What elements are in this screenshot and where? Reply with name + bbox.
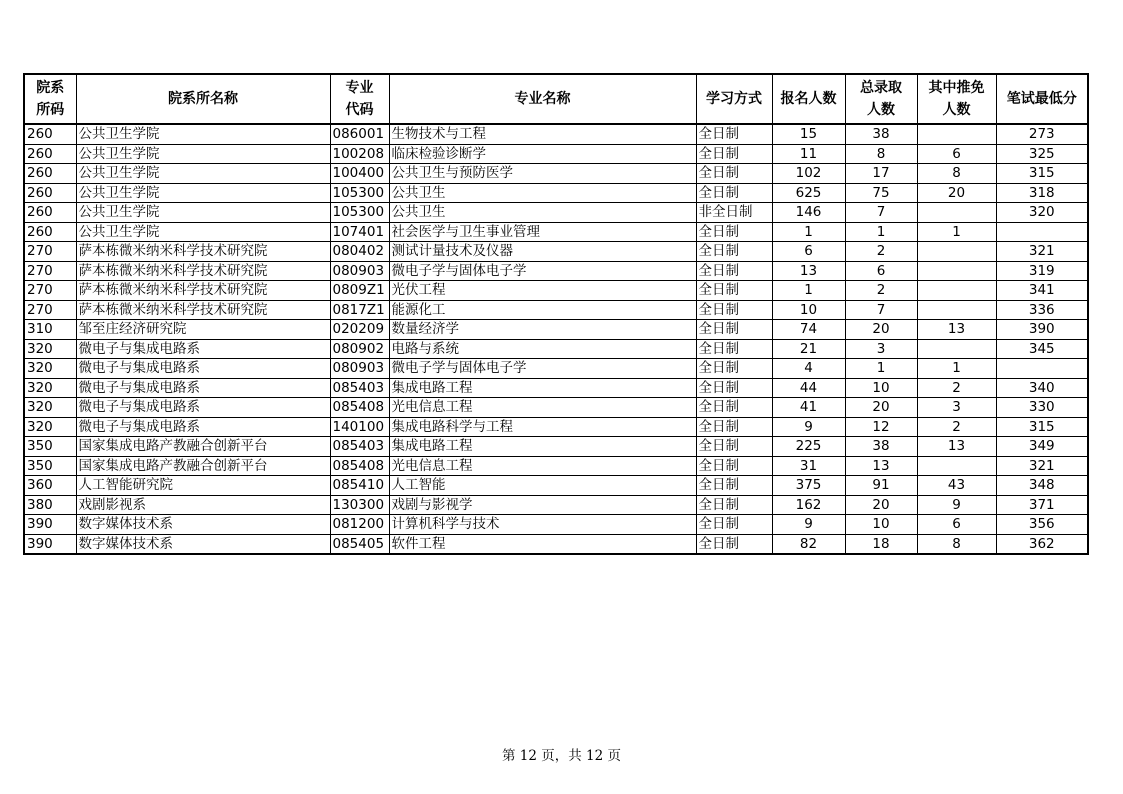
cell-mode: 全日制 <box>696 164 772 184</box>
cell-admitted: 2 <box>845 242 917 262</box>
cell-code: 260 <box>24 203 76 223</box>
cell-recommended: 43 <box>917 476 996 496</box>
cell-min-score: 273 <box>996 124 1088 144</box>
cell-name: 戏剧影视系 <box>76 495 330 515</box>
cell-applicants: 9 <box>772 417 845 437</box>
cell-major-name: 临床检验诊断学 <box>389 144 696 164</box>
cell-name: 数字媒体技术系 <box>76 515 330 535</box>
cell-recommended: 3 <box>917 398 996 418</box>
cell-major-name: 生物技术与工程 <box>389 124 696 144</box>
cell-major-code: 100400 <box>330 164 389 184</box>
cell-major-name: 戏剧与影视学 <box>389 495 696 515</box>
table-row <box>24 222 1088 242</box>
cell-min-score: 321 <box>996 242 1088 262</box>
cell-min-score: 371 <box>996 495 1088 515</box>
cell-applicants: 4 <box>772 359 845 379</box>
cell-name: 公共卫生学院 <box>76 144 330 164</box>
cell-admitted: 7 <box>845 203 917 223</box>
cell-min-score: 349 <box>996 437 1088 457</box>
cell-applicants: 82 <box>772 534 845 554</box>
cell-recommended: 13 <box>917 320 996 340</box>
cell-admitted: 13 <box>845 456 917 476</box>
cell-min-score: 340 <box>996 378 1088 398</box>
cell-major-code: 085408 <box>330 456 389 476</box>
cell-recommended <box>917 339 996 359</box>
cell-admitted: 10 <box>845 515 917 535</box>
cell-mode: 全日制 <box>696 320 772 340</box>
cell-admitted: 1 <box>845 222 917 242</box>
table-row <box>24 398 1088 418</box>
cell-min-score: 321 <box>996 456 1088 476</box>
cell-mode: 全日制 <box>696 437 772 457</box>
cell-applicants: 1 <box>772 222 845 242</box>
table-body <box>24 124 1088 554</box>
cell-major-code: 105300 <box>330 203 389 223</box>
cell-major-code: 080903 <box>330 261 389 281</box>
cell-recommended: 8 <box>917 534 996 554</box>
cell-mode: 全日制 <box>696 183 772 203</box>
cell-code: 270 <box>24 300 76 320</box>
cell-min-score: 330 <box>996 398 1088 418</box>
header-code: 院系所码 <box>24 74 76 124</box>
cell-major-code: 080402 <box>330 242 389 262</box>
cell-code: 320 <box>24 378 76 398</box>
header-applicants: 报名人数 <box>772 74 845 124</box>
cell-code: 380 <box>24 495 76 515</box>
cell-min-score: 315 <box>996 417 1088 437</box>
cell-name: 公共卫生学院 <box>76 222 330 242</box>
cell-applicants: 41 <box>772 398 845 418</box>
table-row <box>24 378 1088 398</box>
cell-major-name: 社会医学与卫生事业管理 <box>389 222 696 242</box>
cell-min-score: 336 <box>996 300 1088 320</box>
cell-applicants: 13 <box>772 261 845 281</box>
cell-mode: 全日制 <box>696 339 772 359</box>
cell-mode: 全日制 <box>696 495 772 515</box>
cell-min-score: 390 <box>996 320 1088 340</box>
cell-mode: 全日制 <box>696 476 772 496</box>
cell-admitted: 38 <box>845 124 917 144</box>
cell-applicants: 225 <box>772 437 845 457</box>
cell-name: 萨本栋微米纳米科学技术研究院 <box>76 242 330 262</box>
cell-admitted: 10 <box>845 378 917 398</box>
cell-major-code: 0817Z1 <box>330 300 389 320</box>
cell-recommended: 6 <box>917 515 996 535</box>
table-row <box>24 281 1088 301</box>
cell-major-code: 085405 <box>330 534 389 554</box>
cell-mode: 全日制 <box>696 534 772 554</box>
admissions-table <box>23 73 1089 555</box>
table-row <box>24 320 1088 340</box>
cell-mode: 全日制 <box>696 300 772 320</box>
cell-applicants: 10 <box>772 300 845 320</box>
cell-major-code: 085403 <box>330 437 389 457</box>
cell-applicants: 44 <box>772 378 845 398</box>
cell-admitted: 20 <box>845 495 917 515</box>
cell-min-score: 325 <box>996 144 1088 164</box>
header-min-score: 笔试最低分 <box>996 74 1088 124</box>
cell-min-score: 318 <box>996 183 1088 203</box>
cell-code: 320 <box>24 359 76 379</box>
cell-mode: 全日制 <box>696 281 772 301</box>
cell-major-name: 测试计量技术及仪器 <box>389 242 696 262</box>
cell-code: 260 <box>24 124 76 144</box>
cell-min-score: 348 <box>996 476 1088 496</box>
cell-major-code: 080903 <box>330 359 389 379</box>
cell-code: 270 <box>24 242 76 262</box>
cell-name: 国家集成电路产教融合创新平台 <box>76 437 330 457</box>
cell-code: 320 <box>24 339 76 359</box>
cell-recommended: 13 <box>917 437 996 457</box>
cell-recommended: 20 <box>917 183 996 203</box>
table-row <box>24 534 1088 554</box>
cell-min-score <box>996 222 1088 242</box>
header-admitted: 总录取人数 <box>845 74 917 124</box>
cell-code: 360 <box>24 476 76 496</box>
table-row <box>24 300 1088 320</box>
cell-admitted: 3 <box>845 339 917 359</box>
cell-code: 350 <box>24 456 76 476</box>
cell-mode: 全日制 <box>696 124 772 144</box>
cell-admitted: 38 <box>845 437 917 457</box>
cell-recommended <box>917 203 996 223</box>
cell-mode: 全日制 <box>696 515 772 535</box>
header-mode: 学习方式 <box>696 74 772 124</box>
cell-mode: 全日制 <box>696 222 772 242</box>
cell-mode: 全日制 <box>696 359 772 379</box>
cell-applicants: 9 <box>772 515 845 535</box>
cell-name: 萨本栋微米纳米科学技术研究院 <box>76 261 330 281</box>
cell-min-score <box>996 359 1088 379</box>
table-row <box>24 261 1088 281</box>
table-row <box>24 144 1088 164</box>
cell-major-name: 集成电路工程 <box>389 437 696 457</box>
cell-recommended <box>917 124 996 144</box>
cell-admitted: 91 <box>845 476 917 496</box>
cell-name: 微电子与集成电路系 <box>76 398 330 418</box>
cell-applicants: 375 <box>772 476 845 496</box>
cell-major-code: 107401 <box>330 222 389 242</box>
cell-name: 公共卫生学院 <box>76 183 330 203</box>
table-row <box>24 124 1088 144</box>
cell-applicants: 74 <box>772 320 845 340</box>
cell-major-name: 数量经济学 <box>389 320 696 340</box>
header-recommended: 其中推免人数 <box>917 74 996 124</box>
cell-mode: 全日制 <box>696 242 772 262</box>
cell-major-name: 公共卫生 <box>389 203 696 223</box>
cell-applicants: 1 <box>772 281 845 301</box>
table-row <box>24 495 1088 515</box>
cell-admitted: 6 <box>845 261 917 281</box>
table-row <box>24 359 1088 379</box>
cell-admitted: 12 <box>845 417 917 437</box>
cell-applicants: 11 <box>772 144 845 164</box>
cell-major-code: 080902 <box>330 339 389 359</box>
cell-major-name: 光电信息工程 <box>389 456 696 476</box>
cell-major-name: 能源化工 <box>389 300 696 320</box>
cell-min-score: 320 <box>996 203 1088 223</box>
cell-name: 公共卫生学院 <box>76 164 330 184</box>
cell-min-score: 362 <box>996 534 1088 554</box>
cell-mode: 全日制 <box>696 261 772 281</box>
cell-code: 260 <box>24 222 76 242</box>
cell-admitted: 17 <box>845 164 917 184</box>
table-row <box>24 437 1088 457</box>
cell-applicants: 15 <box>772 124 845 144</box>
cell-major-code: 085403 <box>330 378 389 398</box>
cell-mode: 全日制 <box>696 456 772 476</box>
cell-admitted: 1 <box>845 359 917 379</box>
table-row <box>24 456 1088 476</box>
page-footer: 第 12 页，共 12 页 <box>501 748 622 764</box>
cell-code: 350 <box>24 437 76 457</box>
table-row <box>24 476 1088 496</box>
cell-major-name: 微电子学与固体电子学 <box>389 261 696 281</box>
cell-applicants: 31 <box>772 456 845 476</box>
header-major-code: 专业代码 <box>330 74 389 124</box>
cell-major-name: 人工智能 <box>389 476 696 496</box>
admissions-table-wrapper <box>23 73 1089 555</box>
cell-applicants: 21 <box>772 339 845 359</box>
cell-admitted: 20 <box>845 398 917 418</box>
cell-min-score: 341 <box>996 281 1088 301</box>
cell-name: 数字媒体技术系 <box>76 534 330 554</box>
cell-name: 萨本栋微米纳米科学技术研究院 <box>76 300 330 320</box>
cell-code: 320 <box>24 417 76 437</box>
header-name: 院系所名称 <box>76 74 330 124</box>
cell-recommended <box>917 300 996 320</box>
cell-major-code: 100208 <box>330 144 389 164</box>
cell-major-code: 020209 <box>330 320 389 340</box>
cell-code: 260 <box>24 144 76 164</box>
cell-min-score: 345 <box>996 339 1088 359</box>
cell-code: 390 <box>24 515 76 535</box>
cell-name: 微电子与集成电路系 <box>76 378 330 398</box>
cell-name: 国家集成电路产教融合创新平台 <box>76 456 330 476</box>
cell-major-name: 集成电路科学与工程 <box>389 417 696 437</box>
cell-applicants: 6 <box>772 242 845 262</box>
table-row <box>24 242 1088 262</box>
cell-name: 邹至庄经济研究院 <box>76 320 330 340</box>
cell-code: 390 <box>24 534 76 554</box>
cell-code: 310 <box>24 320 76 340</box>
cell-name: 微电子与集成电路系 <box>76 417 330 437</box>
cell-recommended: 2 <box>917 417 996 437</box>
table-row <box>24 203 1088 223</box>
cell-name: 微电子与集成电路系 <box>76 359 330 379</box>
cell-recommended <box>917 261 996 281</box>
cell-code: 260 <box>24 183 76 203</box>
cell-recommended: 9 <box>917 495 996 515</box>
cell-major-name: 微电子学与固体电子学 <box>389 359 696 379</box>
cell-name: 公共卫生学院 <box>76 124 330 144</box>
table-row <box>24 164 1088 184</box>
cell-mode: 全日制 <box>696 144 772 164</box>
cell-major-code: 130300 <box>330 495 389 515</box>
cell-applicants: 162 <box>772 495 845 515</box>
cell-admitted: 75 <box>845 183 917 203</box>
cell-min-score: 315 <box>996 164 1088 184</box>
cell-admitted: 2 <box>845 281 917 301</box>
cell-mode: 全日制 <box>696 417 772 437</box>
cell-recommended: 8 <box>917 164 996 184</box>
cell-applicants: 146 <box>772 203 845 223</box>
cell-code: 270 <box>24 281 76 301</box>
cell-code: 260 <box>24 164 76 184</box>
cell-applicants: 102 <box>772 164 845 184</box>
cell-major-name: 软件工程 <box>389 534 696 554</box>
cell-major-name: 公共卫生 <box>389 183 696 203</box>
table-row <box>24 183 1088 203</box>
cell-applicants: 625 <box>772 183 845 203</box>
cell-recommended <box>917 242 996 262</box>
cell-name: 人工智能研究院 <box>76 476 330 496</box>
cell-major-code: 085410 <box>330 476 389 496</box>
cell-admitted: 8 <box>845 144 917 164</box>
cell-major-name: 电路与系统 <box>389 339 696 359</box>
header-major-name: 专业名称 <box>389 74 696 124</box>
cell-major-name: 光伏工程 <box>389 281 696 301</box>
cell-mode: 全日制 <box>696 398 772 418</box>
cell-major-name: 光电信息工程 <box>389 398 696 418</box>
cell-name: 萨本栋微米纳米科学技术研究院 <box>76 281 330 301</box>
cell-name: 微电子与集成电路系 <box>76 339 330 359</box>
cell-major-name: 集成电路工程 <box>389 378 696 398</box>
cell-recommended: 1 <box>917 222 996 242</box>
cell-admitted: 18 <box>845 534 917 554</box>
cell-recommended: 2 <box>917 378 996 398</box>
cell-min-score: 356 <box>996 515 1088 535</box>
cell-recommended: 1 <box>917 359 996 379</box>
table-row <box>24 515 1088 535</box>
table-row <box>24 417 1088 437</box>
cell-name: 公共卫生学院 <box>76 203 330 223</box>
cell-recommended <box>917 281 996 301</box>
cell-admitted: 7 <box>845 300 917 320</box>
cell-major-name: 计算机科学与技术 <box>389 515 696 535</box>
cell-major-code: 140100 <box>330 417 389 437</box>
cell-major-code: 081200 <box>330 515 389 535</box>
cell-major-code: 085408 <box>330 398 389 418</box>
cell-major-code: 086001 <box>330 124 389 144</box>
cell-recommended <box>917 456 996 476</box>
cell-min-score: 319 <box>996 261 1088 281</box>
cell-mode: 全日制 <box>696 378 772 398</box>
table-row <box>24 339 1088 359</box>
cell-admitted: 20 <box>845 320 917 340</box>
cell-major-code: 0809Z1 <box>330 281 389 301</box>
cell-major-name: 公共卫生与预防医学 <box>389 164 696 184</box>
cell-recommended: 6 <box>917 144 996 164</box>
cell-mode: 非全日制 <box>696 203 772 223</box>
cell-code: 320 <box>24 398 76 418</box>
cell-major-code: 105300 <box>330 183 389 203</box>
table-header-row <box>24 74 1088 124</box>
cell-code: 270 <box>24 261 76 281</box>
